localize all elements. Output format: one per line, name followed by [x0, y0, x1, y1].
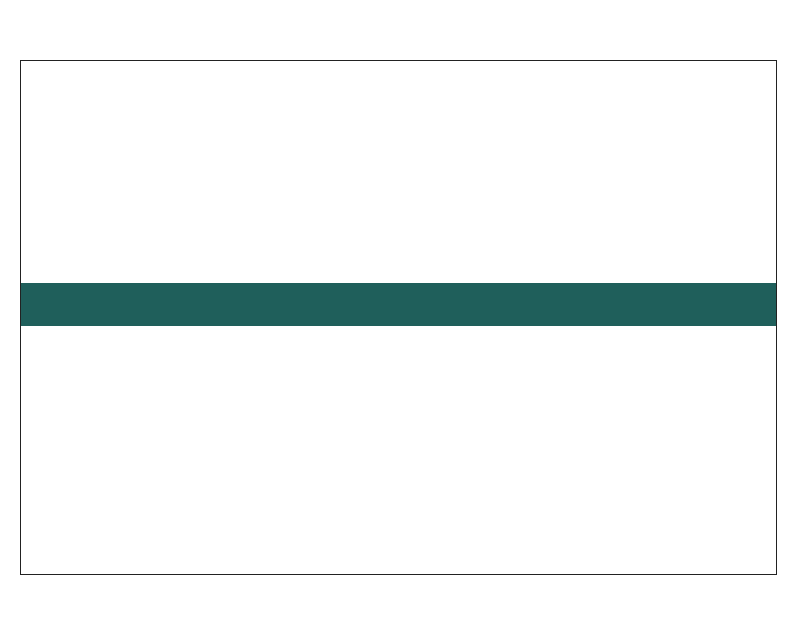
document-table	[20, 60, 777, 575]
subject-cell	[21, 326, 211, 574]
banner-title	[21, 283, 776, 285]
alignment-banner	[21, 283, 776, 326]
